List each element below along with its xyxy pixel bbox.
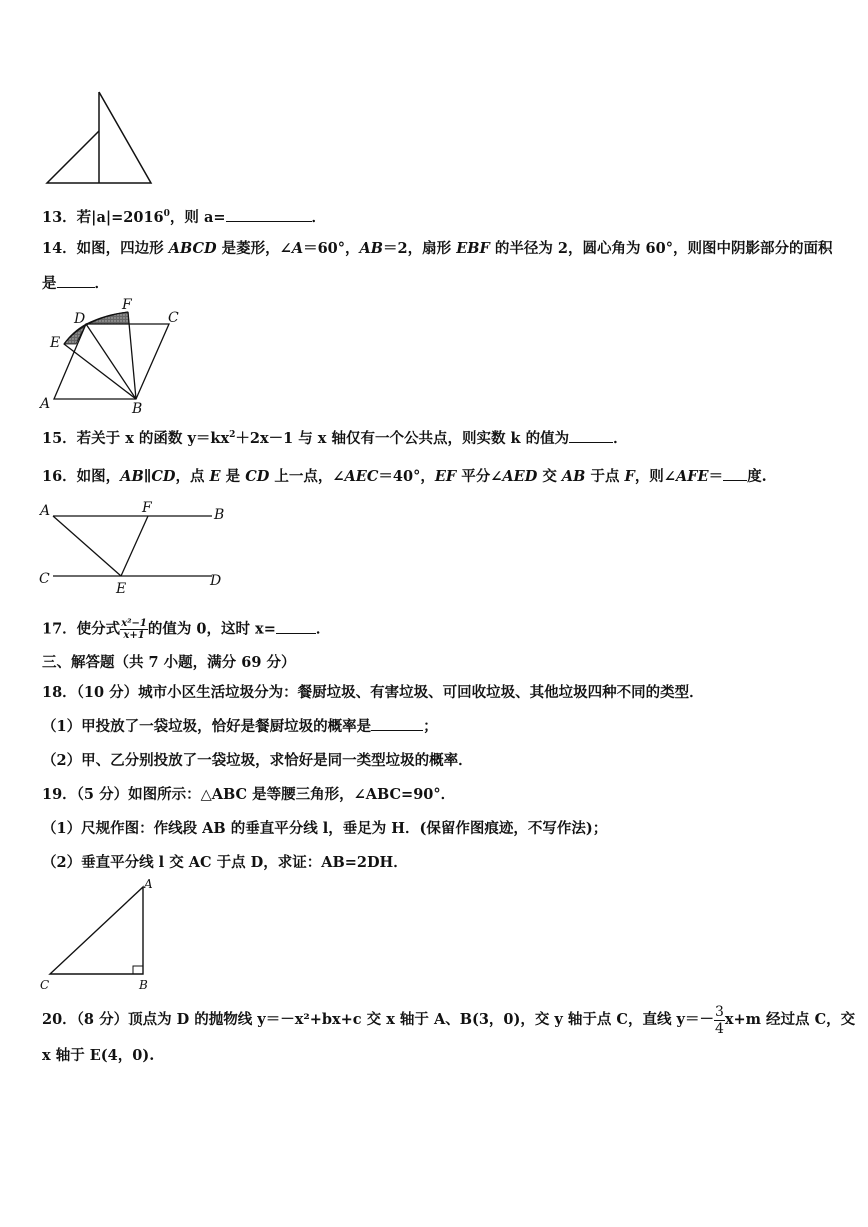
question-19-part2: （2）垂直平分线 l 交 AC 于点 D，求证：AB=2DH． <box>42 854 408 871</box>
answer-blank <box>723 466 747 481</box>
question-14-line2: 是 ． <box>42 275 109 292</box>
question-20-line2: x 轴于 E(4，0). <box>42 1047 155 1064</box>
question-19-stem: 19．（5 分）如图所示：△ABC 是等腰三角形，∠ABC=90°． <box>42 786 456 803</box>
question-13: 13．若$|a|=2016^0$，则 a= ． <box>42 208 326 226</box>
label-B: B <box>139 978 148 992</box>
question-15: 15．若关于 x 的函数 $y=kx^2+2x-1$ 与 x 轴仅有一个公共点，则实数 k 的值为 ． <box>42 429 628 447</box>
fraction: $\frac{\text{x²−1}}{x+1}$ <box>121 618 147 641</box>
question-17: 17．使分式 $\frac{\text{x²−1}}{x+1}$ 的值为 0，这时 x= ． <box>42 618 331 641</box>
section-heading: 三、解答题（共 7 小题，满分 69 分） <box>42 654 296 671</box>
rhombus-sector-figure <box>36 296 196 416</box>
parallel-lines-figure <box>36 498 236 598</box>
label-C: C <box>168 310 179 326</box>
label-C: C <box>39 571 50 587</box>
label-E: E <box>50 335 61 351</box>
fraction: $\frac{3}{4}$ <box>714 1003 724 1037</box>
answer-blank <box>371 716 423 731</box>
answer-blank <box>569 428 613 443</box>
question-14-line1: 14．如图，四边形 ABCD 是菱形，∠A＝60°，AB＝2，扇形 EBF 的半径为 2，圆心角为 60°，则图中阴影部分的面积 <box>42 240 833 257</box>
question-18-stem: 18．（10 分）城市小区生活垃圾分为：餐厨垃圾、有害垃圾、可回收垃圾、其他垃圾四种不同的类型． <box>42 684 704 701</box>
label-B: B <box>214 507 225 523</box>
label-A: A <box>40 503 51 519</box>
label-C: C <box>40 978 50 992</box>
right-triangle-figure <box>36 876 166 996</box>
label-E: E <box>116 581 127 597</box>
label-A: A <box>144 877 153 891</box>
top-triangle-figure <box>40 88 160 188</box>
answer-blank <box>226 207 312 222</box>
label-D: D <box>74 311 86 327</box>
label-B: B <box>132 401 143 416</box>
label-F: F <box>122 297 132 313</box>
label-D: D <box>210 573 222 589</box>
question-19-part1: （1）尺规作图：作线段 AB 的垂直平分线 l，垂足为 H．(保留作图痕迹，不写作法)； <box>42 820 608 837</box>
answer-blank <box>57 273 95 288</box>
question-18-part1: （1）甲投放了一袋垃圾，恰好是餐厨垃圾的概率是 ； <box>42 718 438 735</box>
label-A: A <box>40 396 51 412</box>
answer-blank <box>276 619 316 634</box>
question-20-line1: 20．（8 分）顶点为 D 的抛物线 y＝－x²+bx+c 交 x 轴于 A、B(3，0)，交 y 轴于点 C，直线 y＝－ $\frac{3}{4}$ x+m 经过点 C，交 <box>42 1003 856 1037</box>
label-F: F <box>142 500 152 516</box>
question-18-part2: （2）甲、乙分别投放了一袋垃圾，求恰好是同一类型垃圾的概率． <box>42 752 473 769</box>
question-16: 16．如图，AB∥CD，点 E 是 CD 上一点，∠AEC＝40°，EF 平分∠AED 交 AB 于点 F，则∠AFE＝ 度. <box>42 468 767 485</box>
